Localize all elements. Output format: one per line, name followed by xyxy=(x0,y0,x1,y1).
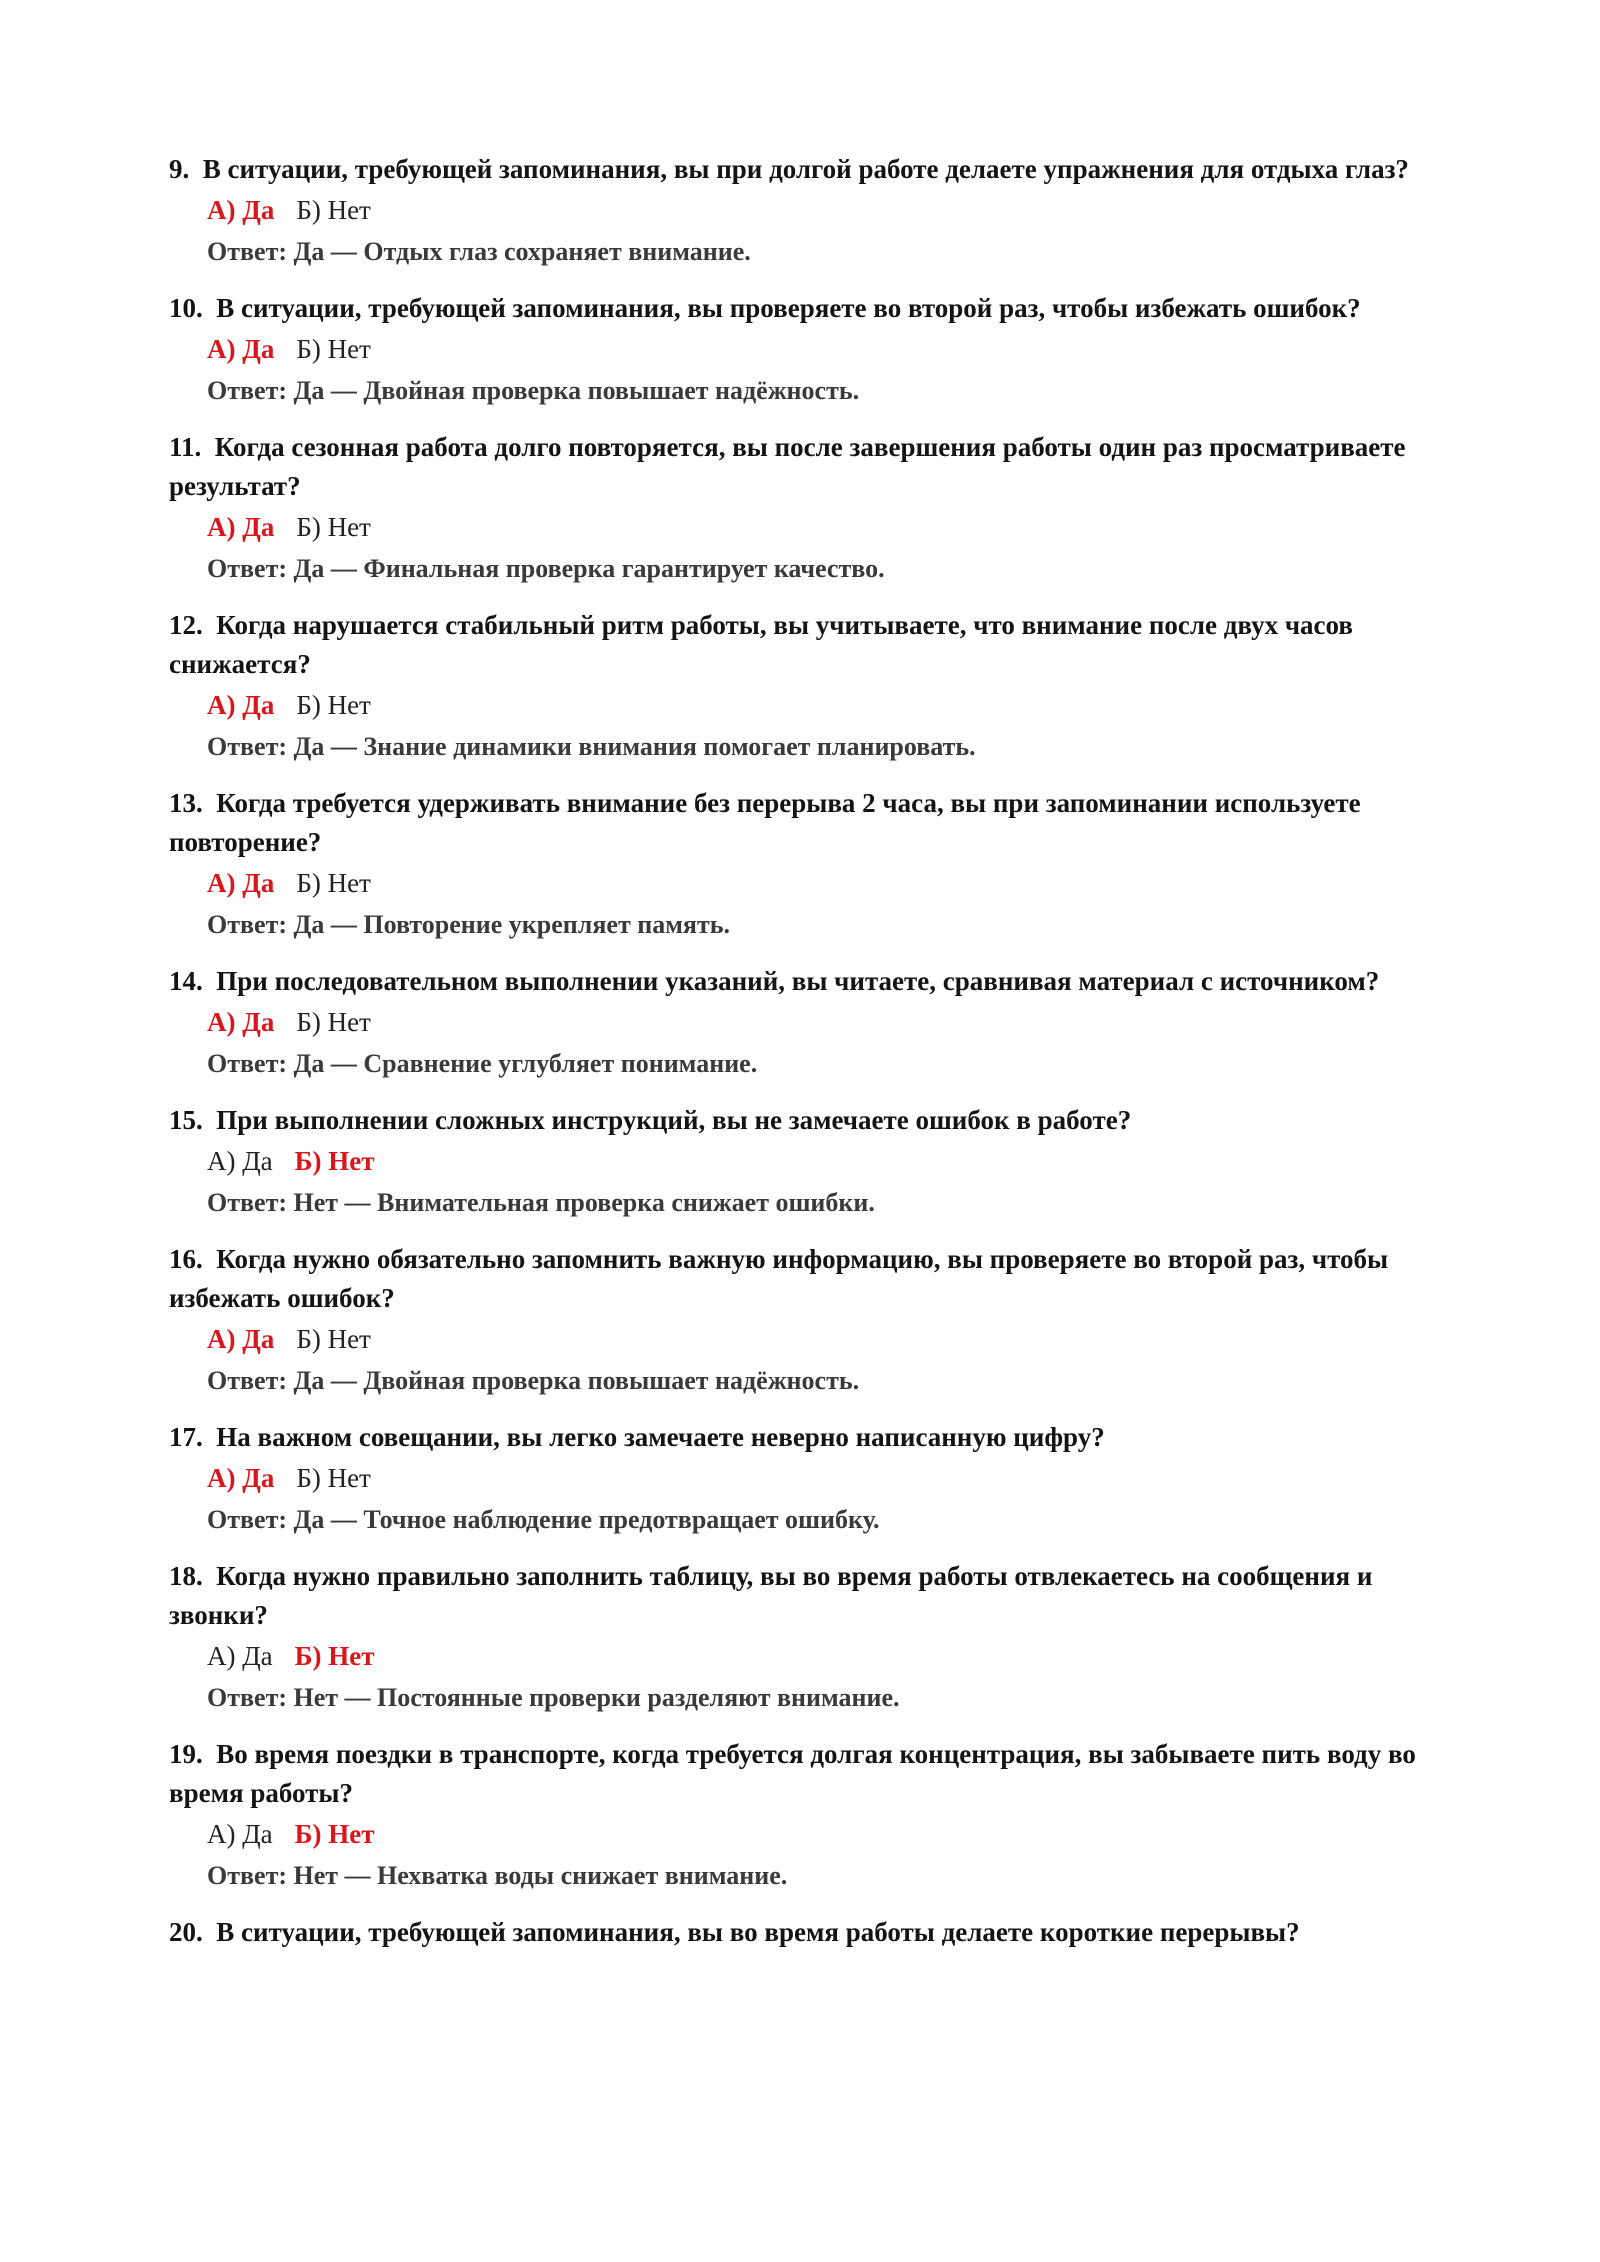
question-text xyxy=(169,289,1459,328)
option-b[interactable]: Б) Нет xyxy=(296,195,371,225)
answer-explanation: Ответ: Да — Двойная проверка повышает надёжность. xyxy=(207,1366,860,1395)
question-text xyxy=(169,1913,1459,1952)
question-text xyxy=(169,606,1459,684)
option-b[interactable]: Б) Нет xyxy=(296,512,371,542)
answer-options xyxy=(207,328,1459,370)
question-body: В ситуации, требующей запоминания, вы во время работы делаете короткие перерывы? xyxy=(216,1917,1300,1947)
question-body: Когда нужно правильно заполнить таблицу, вы во время работы отвлекаетесь на сообщения и звонки? xyxy=(169,1561,1373,1630)
answer-explanation: Ответ: Да — Отдых глаз сохраняет внимание. xyxy=(207,237,751,266)
question-body: При последовательном выполнении указаний, вы читаете, сравнивая материал с источником? xyxy=(216,966,1380,996)
answer-options xyxy=(207,1813,1459,1855)
question-text xyxy=(169,1101,1459,1140)
answer-options xyxy=(207,1318,1459,1360)
question-body: В ситуации, требующей запоминания, вы при долгой работе делаете упражнения для отдыха глаз? xyxy=(202,154,1409,184)
option-b[interactable]: Б) Нет xyxy=(296,690,371,720)
question-number: 18. xyxy=(169,1561,203,1591)
answer-options xyxy=(207,1635,1459,1677)
question-text xyxy=(169,1240,1459,1318)
answer-options xyxy=(207,1140,1459,1182)
question-body: При выполнении сложных инструкций, вы не замечаете ошибок в работе? xyxy=(216,1105,1132,1135)
option-a[interactable]: А) Да xyxy=(207,1463,275,1493)
answer-explanation: Ответ: Да — Повторение укрепляет память. xyxy=(207,910,730,939)
answer-options xyxy=(207,189,1459,231)
question-number: 20. xyxy=(169,1917,203,1947)
answer-explanation: Ответ: Да — Знание динамики внимания помогает планировать. xyxy=(207,732,976,761)
question-text xyxy=(169,784,1459,862)
question-text xyxy=(169,1557,1459,1635)
question-number: 15. xyxy=(169,1105,203,1135)
answer-explanation: Ответ: Да — Сравнение углубляет понимание. xyxy=(207,1049,758,1078)
option-a[interactable]: А) Да xyxy=(207,512,275,542)
question-text xyxy=(169,428,1459,506)
question-item xyxy=(169,784,1459,946)
question-number: 13. xyxy=(169,788,203,818)
option-b[interactable]: Б) Нет xyxy=(294,1819,375,1849)
answer-explanation: Ответ: Нет — Нехватка воды снижает внимание. xyxy=(207,1861,788,1890)
question-item xyxy=(169,150,1459,273)
question-text xyxy=(169,1418,1459,1457)
question-number: 10. xyxy=(169,293,203,323)
question-number: 16. xyxy=(169,1244,203,1274)
option-a[interactable]: А) Да xyxy=(207,690,275,720)
question-item xyxy=(169,428,1459,590)
question-body: На важном совещании, вы легко замечаете неверно написанную цифру? xyxy=(216,1422,1105,1452)
question-item xyxy=(169,1735,1459,1897)
question-item xyxy=(169,606,1459,768)
question-item xyxy=(169,1240,1459,1402)
answer-explanation: Ответ: Да — Двойная проверка повышает надёжность. xyxy=(207,376,860,405)
option-b[interactable]: Б) Нет xyxy=(294,1146,375,1176)
question-text xyxy=(169,1735,1459,1813)
question-body: Когда нужно обязательно запомнить важную информацию, вы проверяете во второй раз, чтобы избежать ошибок? xyxy=(169,1244,1389,1313)
option-a[interactable]: А) Да xyxy=(207,334,275,364)
option-a[interactable]: А) Да xyxy=(207,1641,273,1671)
option-b[interactable]: Б) Нет xyxy=(296,1324,371,1354)
answer-options xyxy=(207,862,1459,904)
answer-options xyxy=(207,1457,1459,1499)
question-body: Когда требуется удерживать внимание без перерыва 2 часа, вы при запоминании используете повторение? xyxy=(169,788,1361,857)
question-body: Во время поездки в транспорте, когда требуется долгая концентрация, вы забываете пить воду во время работы? xyxy=(169,1739,1416,1808)
option-b[interactable]: Б) Нет xyxy=(294,1641,375,1671)
answer-options xyxy=(207,506,1459,548)
answer-explanation: Ответ: Да — Точное наблюдение предотвращает ошибку. xyxy=(207,1505,880,1534)
question-body: Когда сезонная работа долго повторяется, вы после завершения работы один раз просматриваете результат? xyxy=(169,432,1406,501)
question-item xyxy=(169,962,1459,1085)
question-text xyxy=(169,962,1459,1001)
question-number: 19. xyxy=(169,1739,203,1769)
question-list xyxy=(169,150,1459,1897)
option-b[interactable]: Б) Нет xyxy=(296,1463,371,1493)
answer-options xyxy=(207,1001,1459,1043)
question-text xyxy=(169,150,1459,189)
question-number: 9. xyxy=(169,154,190,184)
option-b[interactable]: Б) Нет xyxy=(296,334,371,364)
question-body: В ситуации, требующей запоминания, вы проверяете во второй раз, чтобы избежать ошибок? xyxy=(216,293,1361,323)
option-a[interactable]: А) Да xyxy=(207,1819,273,1849)
option-a[interactable]: А) Да xyxy=(207,1007,275,1037)
question-body: Когда нарушается стабильный ритм работы, вы учитываете, что внимание после двух часов снижается? xyxy=(169,610,1353,679)
answer-explanation: Ответ: Да — Финальная проверка гарантирует качество. xyxy=(207,554,885,583)
option-b[interactable]: Б) Нет xyxy=(296,868,371,898)
question-number: 17. xyxy=(169,1422,203,1452)
document-body xyxy=(169,150,1459,1968)
question-number: 14. xyxy=(169,966,203,996)
question-item xyxy=(169,1418,1459,1541)
question-item xyxy=(169,1101,1459,1224)
option-a[interactable]: А) Да xyxy=(207,1324,275,1354)
answer-options xyxy=(207,684,1459,726)
answer-explanation: Ответ: Нет — Постоянные проверки разделяют внимание. xyxy=(207,1683,900,1712)
option-b[interactable]: Б) Нет xyxy=(296,1007,371,1037)
question-item-20 xyxy=(169,1913,1459,1952)
question-number: 11. xyxy=(169,432,202,462)
question-number: 12. xyxy=(169,610,203,640)
option-a[interactable]: А) Да xyxy=(207,195,275,225)
question-item xyxy=(169,1557,1459,1719)
option-a[interactable]: А) Да xyxy=(207,1146,273,1176)
question-item xyxy=(169,289,1459,412)
answer-explanation: Ответ: Нет — Внимательная проверка снижает ошибки. xyxy=(207,1188,875,1217)
option-a[interactable]: А) Да xyxy=(207,868,275,898)
